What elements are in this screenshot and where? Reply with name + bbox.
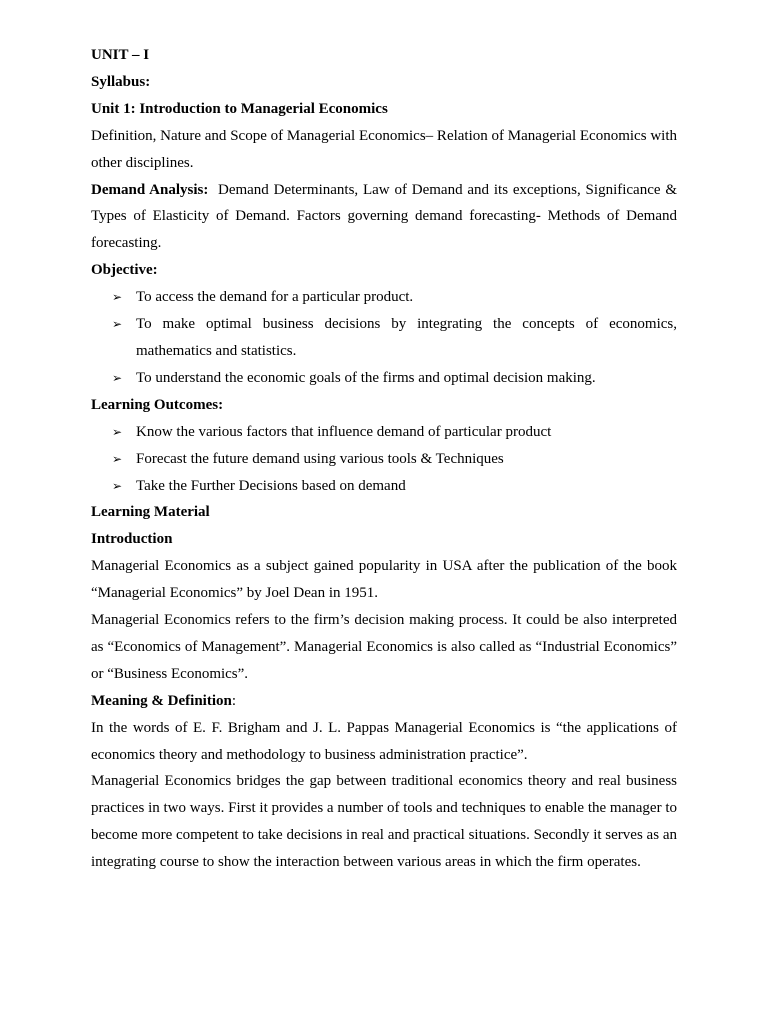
meaning-label: Meaning & Definition — [91, 692, 232, 709]
demand-analysis-text: Demand Determinants, Law of Demand and its exceptions, Significance & Types of Elasticity of Demand. Factors governing demand forecasting- Methods of Demand forecasting. — [91, 181, 678, 252]
demand-analysis-label: Demand Analysis: — [91, 181, 209, 198]
arrow-bullet-icon: ➢ — [112, 370, 123, 385]
learning-outcomes-label: Learning Outcomes: — [91, 396, 224, 413]
intro-paragraph: Managerial Economics refers to the firm’s decision making process. It could be also interpreted as “Economics of Management”. Managerial Economics is also called as “Industrial Economics” or “Business Economics”. — [91, 612, 677, 682]
list-item — [91, 284, 677, 311]
learning-outcomes-list — [91, 419, 677, 500]
list-item — [91, 446, 677, 473]
objective-list — [91, 284, 677, 392]
outcome-item: Know the various factors that influence demand of particular product — [136, 423, 552, 440]
arrow-bullet-icon: ➢ — [112, 290, 123, 305]
list-item — [91, 419, 677, 446]
outcome-item: Forecast the future demand using various tools & Techniques — [136, 450, 504, 467]
meaning-colon: : — [231, 692, 237, 709]
intro-paragraph: Managerial Economics as a subject gained popularity in USA after the publication of the book “Managerial Economics” by Joel Dean in 1951. — [91, 558, 677, 602]
meaning-paragraph: Managerial Economics bridges the gap between traditional economics theory and real business practices in two ways. First it provides a number of tools and techniques to enable the manager to become more competent to take decisions in real and practical situations. Secondly it serves as an integrating course to show the interaction between various areas in which the firm operates. — [91, 773, 677, 871]
unit-heading: Unit 1: Introduction to Managerial Economics — [91, 100, 388, 117]
page-content — [91, 42, 677, 876]
arrow-bullet-icon: ➢ — [112, 424, 123, 439]
outcome-item: Take the Further Decisions based on demand — [136, 477, 406, 494]
objective-item: To access the demand for a particular product. — [136, 289, 414, 306]
demand-analysis-paragraph — [91, 177, 677, 258]
unit-title: UNIT – I — [91, 47, 150, 63]
objective-label: Objective: — [91, 262, 158, 279]
arrow-bullet-icon: ➢ — [112, 317, 123, 332]
unit-description: Definition, Nature and Scope of Managerial Economics– Relation of Managerial Economics with other disciplines. — [91, 127, 677, 171]
syllabus-label: Syllabus: — [91, 73, 151, 90]
arrow-bullet-icon: ➢ — [112, 478, 123, 493]
learning-material-heading: Learning Material — [91, 504, 210, 521]
meaning-heading — [91, 688, 677, 715]
list-item — [91, 365, 677, 392]
list-item — [91, 311, 677, 365]
meaning-paragraph: In the words of E. F. Brigham and J. L. Pappas Managerial Economics is “the applications of economics theory and methodology to business administration practice”. — [91, 719, 677, 763]
objective-item: To make optimal business decisions by integrating the concepts of economics, mathematics and statistics. — [136, 316, 677, 359]
arrow-bullet-icon: ➢ — [112, 451, 123, 466]
list-item — [91, 473, 677, 500]
introduction-heading: Introduction — [91, 531, 173, 548]
objective-item: To understand the economic goals of the firms and optimal decision making. — [136, 369, 596, 386]
